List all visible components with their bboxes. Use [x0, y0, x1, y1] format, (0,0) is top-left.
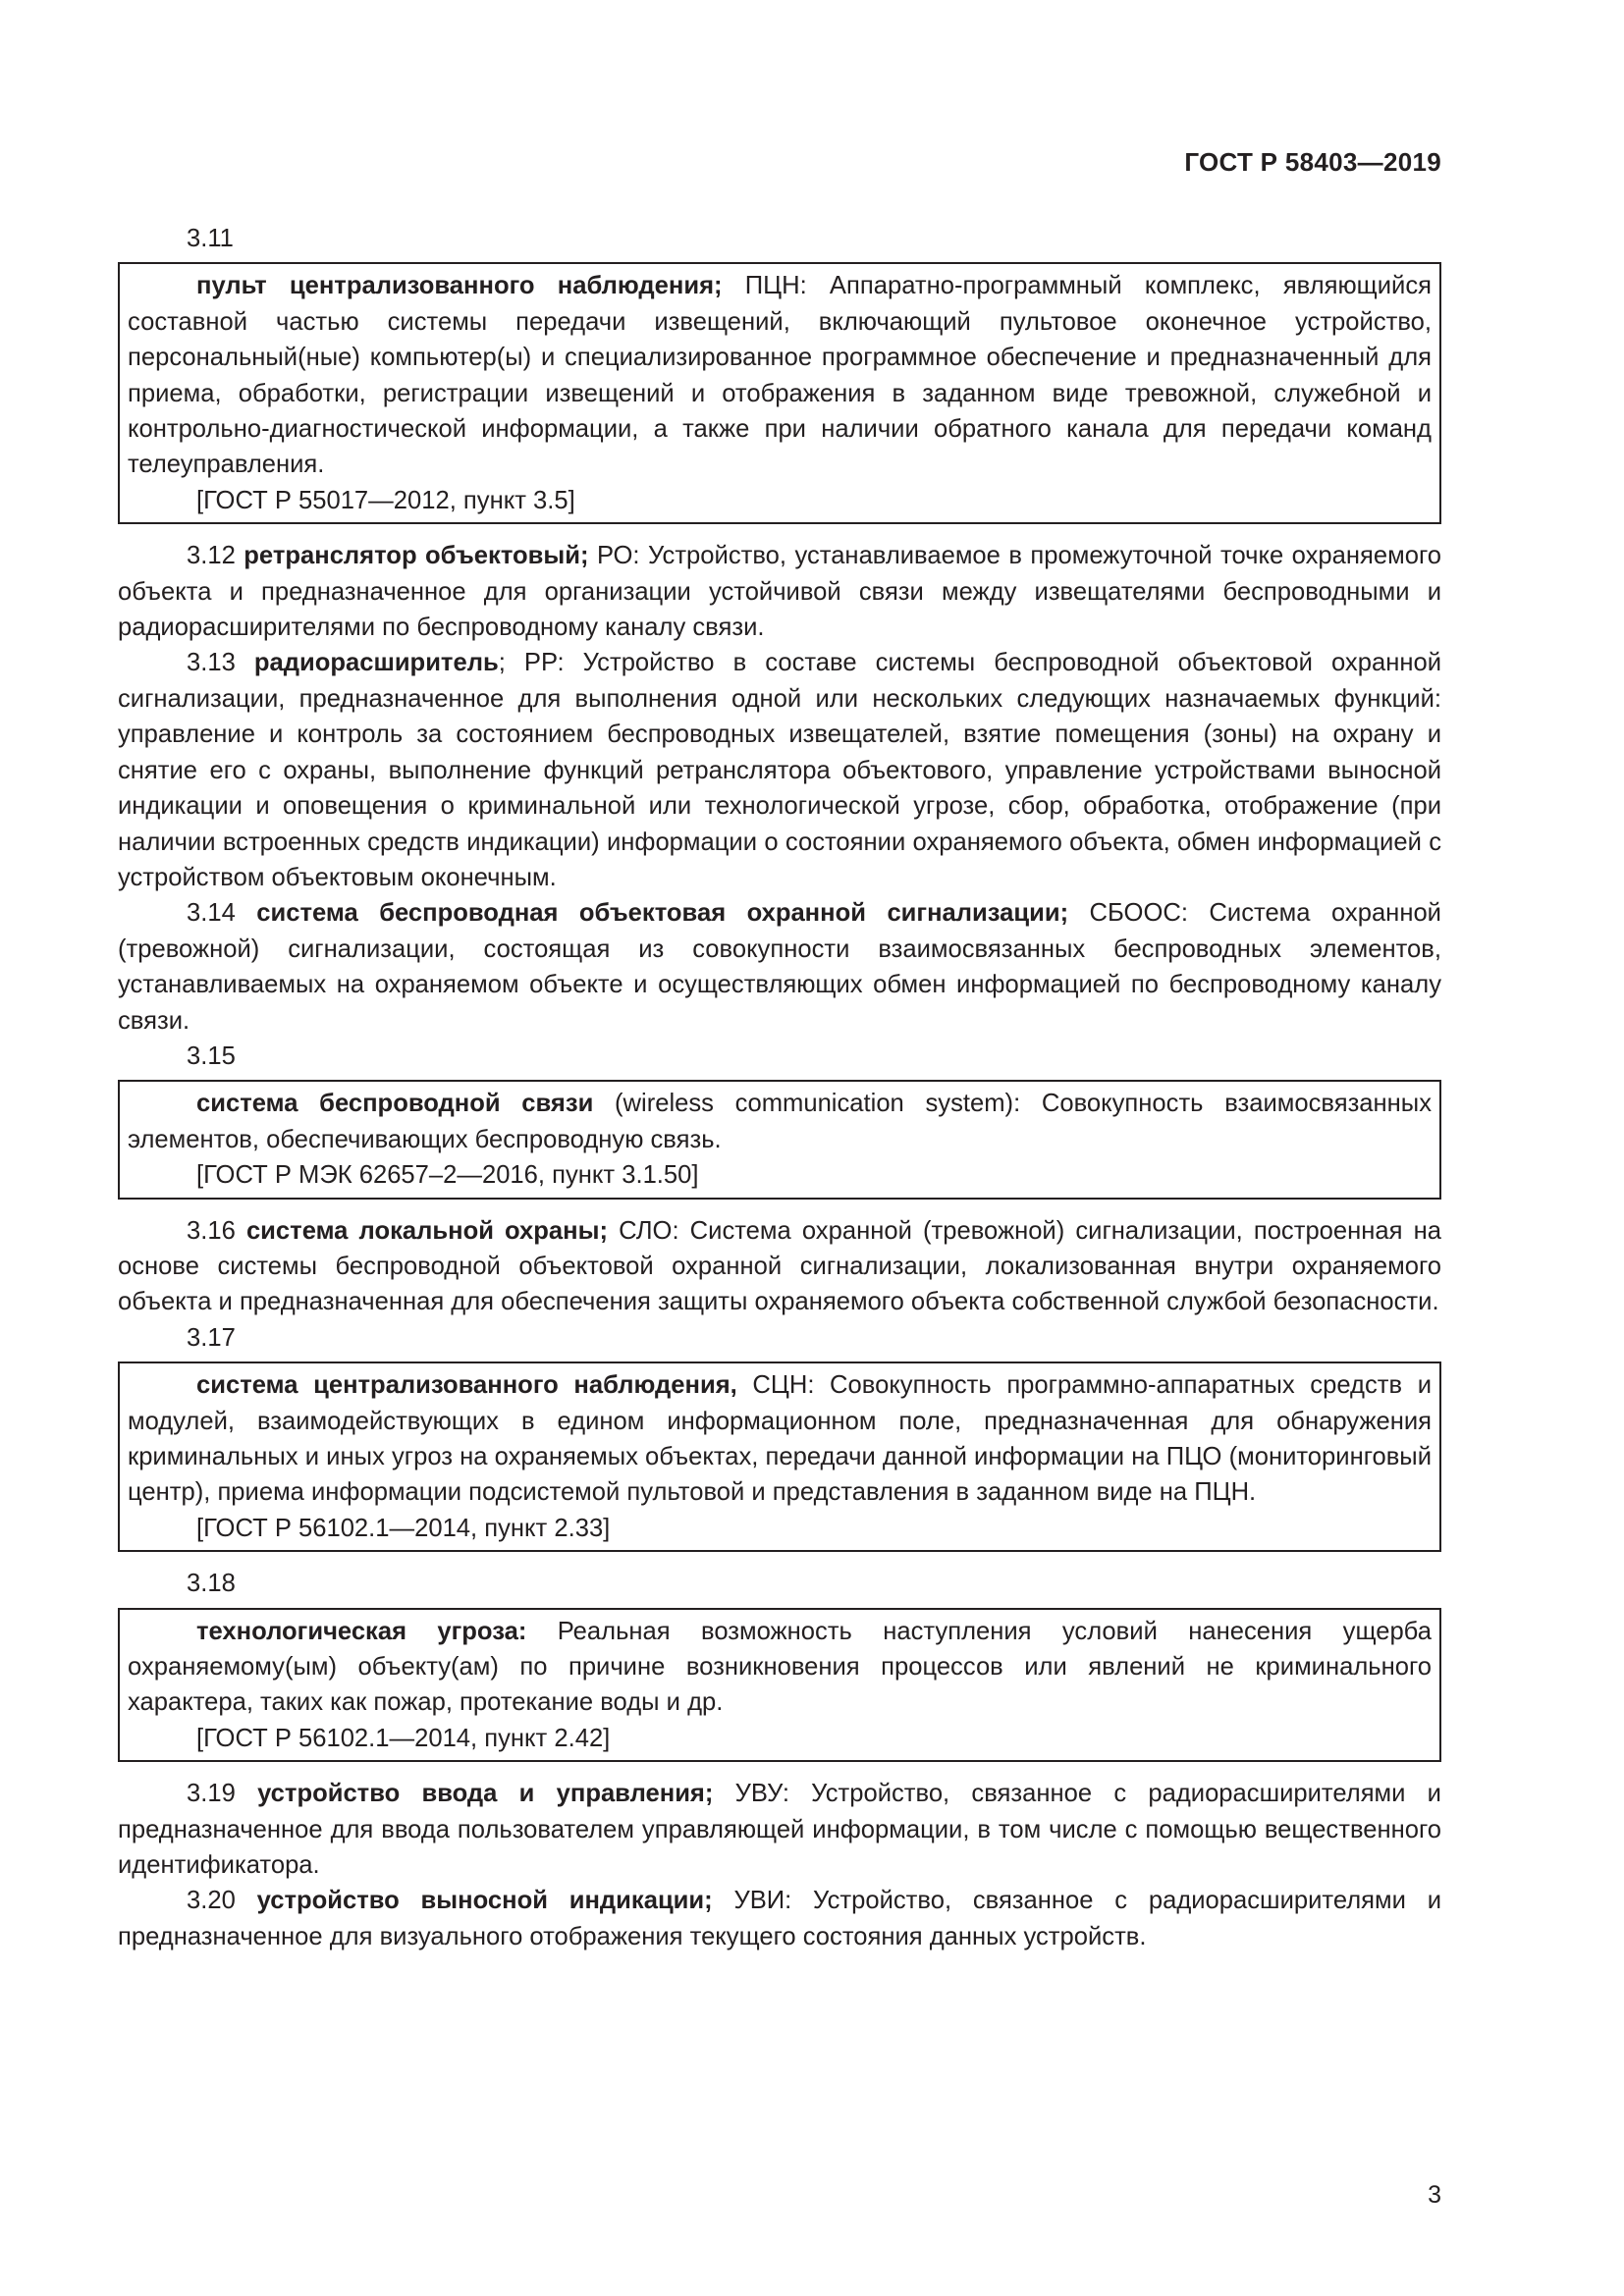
definition-3-17: СЦН: Совокупность программно-аппаратных средств и модулей, взаимодействующих в едином информационном поле, предназначенная для обнаружения криминальных и иных угроз на охраняемых объектах, передачи данной информации на ПЦО (мониторинговый центр), приема информации подсистемой пультовой и представления в заданном виде на ПЦН. [128, 1371, 1432, 1507]
entry-number-3-18: 3.18 [187, 1570, 236, 1598]
term-definition-3-12 [118, 538, 1441, 645]
term-3-12: ретранслятор объектовый; [244, 542, 589, 570]
source-3-18: [ГОСТ Р 56102.1—2014, пункт 2.42] [196, 1724, 611, 1752]
entry-number-3-16: 3.16 [187, 1216, 236, 1245]
definition-3-15: (wireless communication system): Совокупность взаимосвязанных элементов, обеспечивающих беспроводную связь. [128, 1090, 1432, 1153]
term-3-20: устройство выносной индикации; [256, 1887, 713, 1915]
entry-number-3-13: 3.13 [187, 649, 236, 677]
definition-3-12: РО: Устройство, устанавливаемое в промежуточной точке охраняемого объекта и предназначенное для организации устойчивой связи между извещателями беспроводными и радиорасширителями по беспроводному каналу связи. [118, 542, 1441, 642]
definition-3-11: ПЦН: Аппаратно-программный комплекс, являющийся составной частью системы передачи извещений, включающий пультовое оконечное устройство, персональный(ные) компьютер(ы) и специализированное программное обеспечение и предназначенный для приема, обработки, регистрации извещений и отображения в заданном виде тревожной, служебной и контрольно-диагностической информации, а также при наличии обратного канала для передачи команд телеуправления. [128, 272, 1432, 479]
term-3-19: устройство ввода и управления; [257, 1780, 714, 1808]
term-box-3-11 [118, 262, 1441, 524]
term-3-11: пульт централизованного наблюдения; [196, 272, 723, 300]
term-definition-3-13 [118, 645, 1441, 895]
source-3-17: [ГОСТ Р 56102.1—2014, пункт 2.33] [196, 1514, 611, 1542]
definition-3-18: Реальная возможность наступления условий нанесения ущерба охраняемому(ым) объекту(ам) по причине возникновения процессов или явлений не криминального характера, таких как пожар, протекание воды и др. [128, 1617, 1432, 1717]
page-number: 3 [1428, 2181, 1441, 2209]
entry-number-3-11: 3.11 [187, 225, 234, 252]
term-box-3-18 [118, 1608, 1441, 1763]
entry-number-3-17: 3.17 [187, 1323, 236, 1352]
term-definition-3-20 [118, 1883, 1441, 1954]
term-definition-3-16 [118, 1213, 1441, 1320]
entry-number-3-15: 3.15 [187, 1041, 236, 1070]
term-definition-3-15 [128, 1086, 1432, 1157]
term-definition-3-19 [118, 1776, 1441, 1883]
term-definition-3-11 [128, 268, 1432, 482]
term-3-17: система централизованного наблюдения, [196, 1371, 737, 1400]
definition-3-14: СБООС: Система охранной (тревожной) сигнализации, состоящая из совокупности взаимосвязанных беспроводных элементов, устанавливаемых на охраняемом объекте и осуществляющих обмен информацией по беспроводному каналу связи. [118, 899, 1441, 1035]
source-3-15: [ГОСТ Р МЭК 62657–2—2016, пункт 3.1.50] [196, 1161, 699, 1190]
document-code: ГОСТ Р 58403—2019 [1184, 147, 1441, 177]
term-3-18: технологическая угроза: [196, 1617, 527, 1645]
term-definition-3-14 [118, 895, 1441, 1039]
source-3-11: [ГОСТ Р 55017—2012, пункт 3.5] [196, 486, 575, 514]
term-definition-3-18 [128, 1614, 1432, 1721]
term-box-3-17 [118, 1362, 1441, 1552]
term-3-14: система беспроводная объектовая охранной сигнализации; [256, 899, 1069, 928]
definition-3-16: СЛО: Система охранной (тревожной) сигнализации, построенная на основе системы беспроводной объектовой охранной сигнализации, локализованная внутри охраняемого объекта и предназначенная для обеспечения защиты охраняемого объекта собственной службой безопасности. [118, 1216, 1441, 1316]
entry-number-3-12: 3.12 [187, 542, 236, 570]
entry-number-3-20: 3.20 [187, 1887, 236, 1915]
entry-number-3-14: 3.14 [187, 899, 236, 928]
term-3-13: радиорасширитель [253, 649, 499, 677]
definition-3-13: ; РР: Устройство в составе системы беспроводной объектовой охранной сигнализации, предназначенное для выполнения одной или нескольких следующих назначаемых функций: управление и контроль за состоянием беспроводных извещателей, взятие помещения (зоны) на охрану и снятие его с охраны, выполнение функций ретранслятора объектового, управление устройствами выносной индикации и оповещения о криминальной или технологической угрозе, сбор, обработка, отображение (при наличии встроенных средств индикации) информации о состоянии охраняемого объекта, обмен информацией с устройством объектовым оконечным. [118, 649, 1441, 891]
document-body [118, 221, 1441, 1954]
term-3-15: система беспроводной связи [196, 1090, 594, 1118]
term-box-3-15 [118, 1080, 1441, 1199]
definition-3-20: УВИ: Устройство, связанное с радиорасширителями и предназначенное для визуального отображения текущего состояния данных устройств. [118, 1887, 1441, 1950]
term-3-16: система локальной охраны; [245, 1216, 608, 1245]
entry-number-3-19: 3.19 [187, 1780, 236, 1808]
term-definition-3-17 [128, 1367, 1432, 1511]
definition-3-19: УВУ: Устройство, связанное с радиорасширителями и предназначенное для ввода пользователем управляющей информации, в том числе с помощью вещественного идентификатора. [118, 1780, 1441, 1880]
